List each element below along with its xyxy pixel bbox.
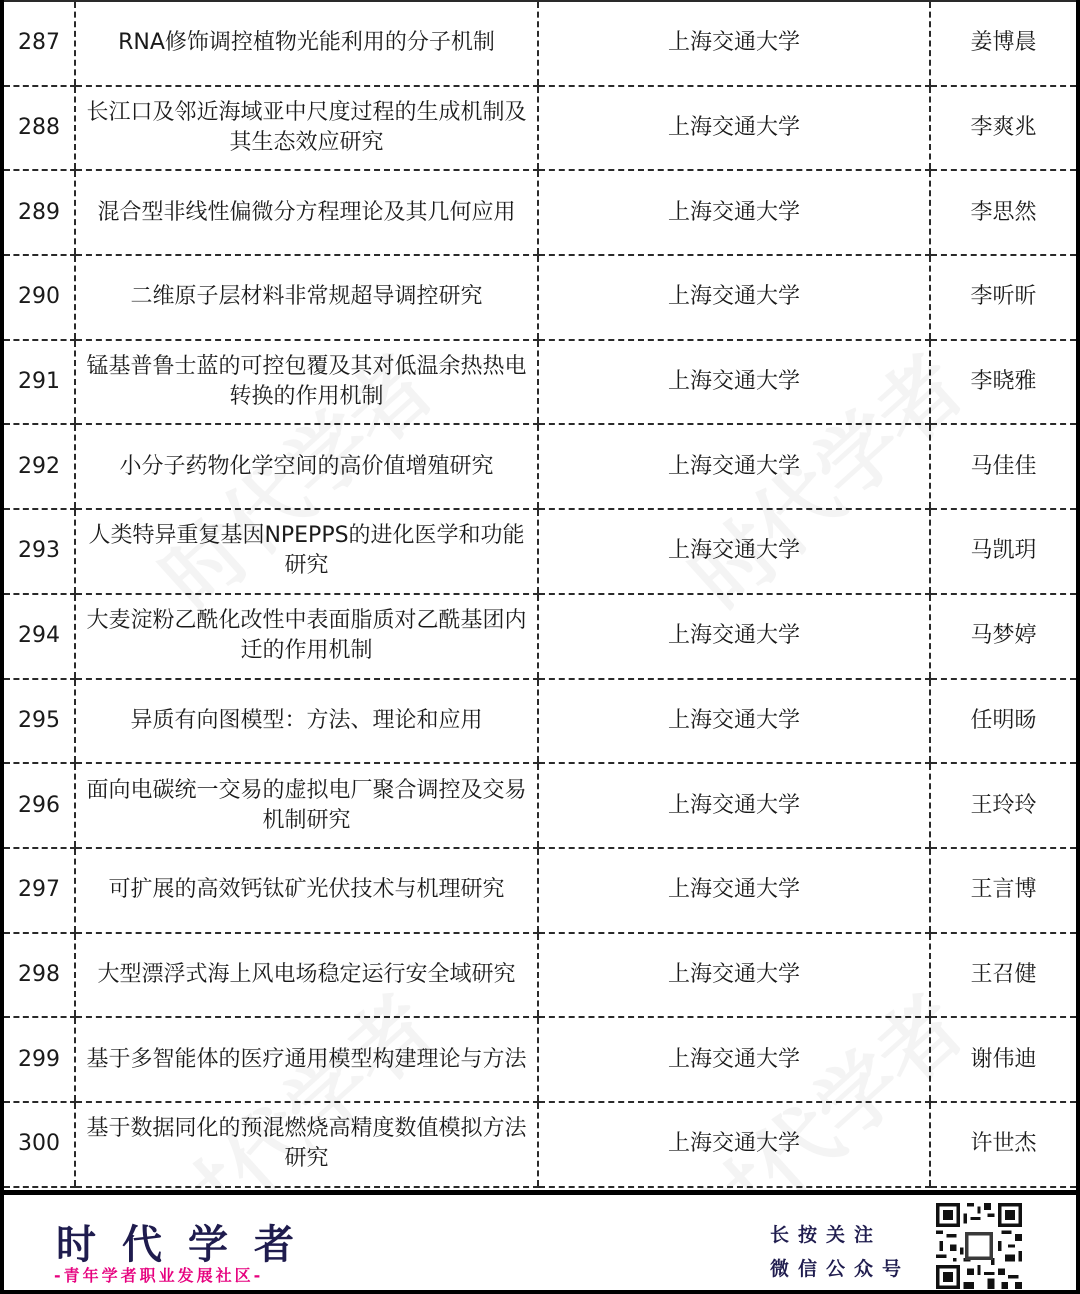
university: 上海交通大学 [538,933,930,1018]
university: 上海交通大学 [538,594,930,679]
row-number: 300 [4,1102,75,1187]
applicant-name: 李思然 [930,170,1076,255]
project-title: 长江口及邻近海域亚中尺度过程的生成机制及其生态效应研究 [75,86,538,171]
row-number: 292 [4,424,75,509]
table-row [4,1017,1076,1102]
applicant-name: 任明旸 [930,679,1076,764]
footer-banner [0,1190,1080,1294]
table-body [4,1,1076,1187]
table-row [4,848,1076,933]
applicant-name: 王言博 [930,848,1076,933]
row-number: 295 [4,679,75,764]
university: 上海交通大学 [538,424,930,509]
table-row [4,170,1076,255]
applicant-name: 李晓雅 [930,340,1076,425]
project-title: 小分子药物化学空间的高价值增殖研究 [75,424,538,509]
table-row [4,424,1076,509]
project-title: 面向电碳统一交易的虚拟电厂聚合调控及交易机制研究 [75,763,538,848]
applicant-name: 谢伟迪 [930,1017,1076,1102]
project-title: 可扩展的高效钙钛矿光伏技术与机理研究 [75,848,538,933]
university: 上海交通大学 [538,86,930,171]
applicant-name: 马梦婷 [930,594,1076,679]
table-row [4,1102,1076,1187]
results-table [4,0,1076,1188]
row-number: 293 [4,509,75,594]
project-title: RNA修饰调控植物光能利用的分子机制 [75,1,538,86]
table-row [4,1,1076,86]
applicant-name: 李听昕 [930,255,1076,340]
applicant-name: 王召健 [930,933,1076,1018]
brand-title: 时代学者 [56,1222,320,1268]
university: 上海交通大学 [538,848,930,933]
row-number: 294 [4,594,75,679]
university: 上海交通大学 [538,340,930,425]
university: 上海交通大学 [538,763,930,848]
brand-slogan: -青年学者职业发展社区- [54,1266,264,1285]
table-row [4,255,1076,340]
applicant-name: 马佳佳 [930,424,1076,509]
row-number: 296 [4,763,75,848]
table-row [4,933,1076,1018]
project-title: 混合型非线性偏微分方程理论及其几何应用 [75,170,538,255]
row-number: 290 [4,255,75,340]
applicant-name: 马凯玥 [930,509,1076,594]
row-number: 288 [4,86,75,171]
applicant-name: 李爽兆 [930,86,1076,171]
university: 上海交通大学 [538,1017,930,1102]
row-number: 289 [4,170,75,255]
project-title: 人类特异重复基因NPEPPS的进化医学和功能研究 [75,509,538,594]
university: 上海交通大学 [538,509,930,594]
project-title: 大麦淀粉乙酰化改性中表面脂质对乙酰基团内迁的作用机制 [75,594,538,679]
project-title: 锰基普鲁士蓝的可控包覆及其对低温余热热电转换的作用机制 [75,340,538,425]
table-row [4,340,1076,425]
row-number: 298 [4,933,75,1018]
university: 上海交通大学 [538,679,930,764]
university: 上海交通大学 [538,1102,930,1187]
project-title: 大型漂浮式海上风电场稳定运行安全域研究 [75,933,538,1018]
follow-prompt-line1: 长按关注 [770,1224,883,1246]
project-title: 基于数据同化的预混燃烧高精度数值模拟方法研究 [75,1102,538,1187]
row-number: 287 [4,1,75,86]
university: 上海交通大学 [538,170,930,255]
project-title: 基于多智能体的医疗通用模型构建理论与方法 [75,1017,538,1102]
applicant-name: 王玲玲 [930,763,1076,848]
applicant-name: 许世杰 [930,1102,1076,1187]
table-row [4,509,1076,594]
project-title: 异质有向图模型：方法、理论和应用 [75,679,538,764]
table-row [4,86,1076,171]
table-row [4,594,1076,679]
university: 上海交通大学 [538,255,930,340]
table-row [4,679,1076,764]
qr-code-icon[interactable] [934,1203,1024,1289]
table-row [4,763,1076,848]
row-number: 291 [4,340,75,425]
project-title: 二维原子层材料非常规超导调控研究 [75,255,538,340]
follow-prompt-line2: 微信公众号 [770,1258,911,1280]
row-number: 299 [4,1017,75,1102]
university: 上海交通大学 [538,1,930,86]
row-number: 297 [4,848,75,933]
applicant-name: 姜博晨 [930,1,1076,86]
